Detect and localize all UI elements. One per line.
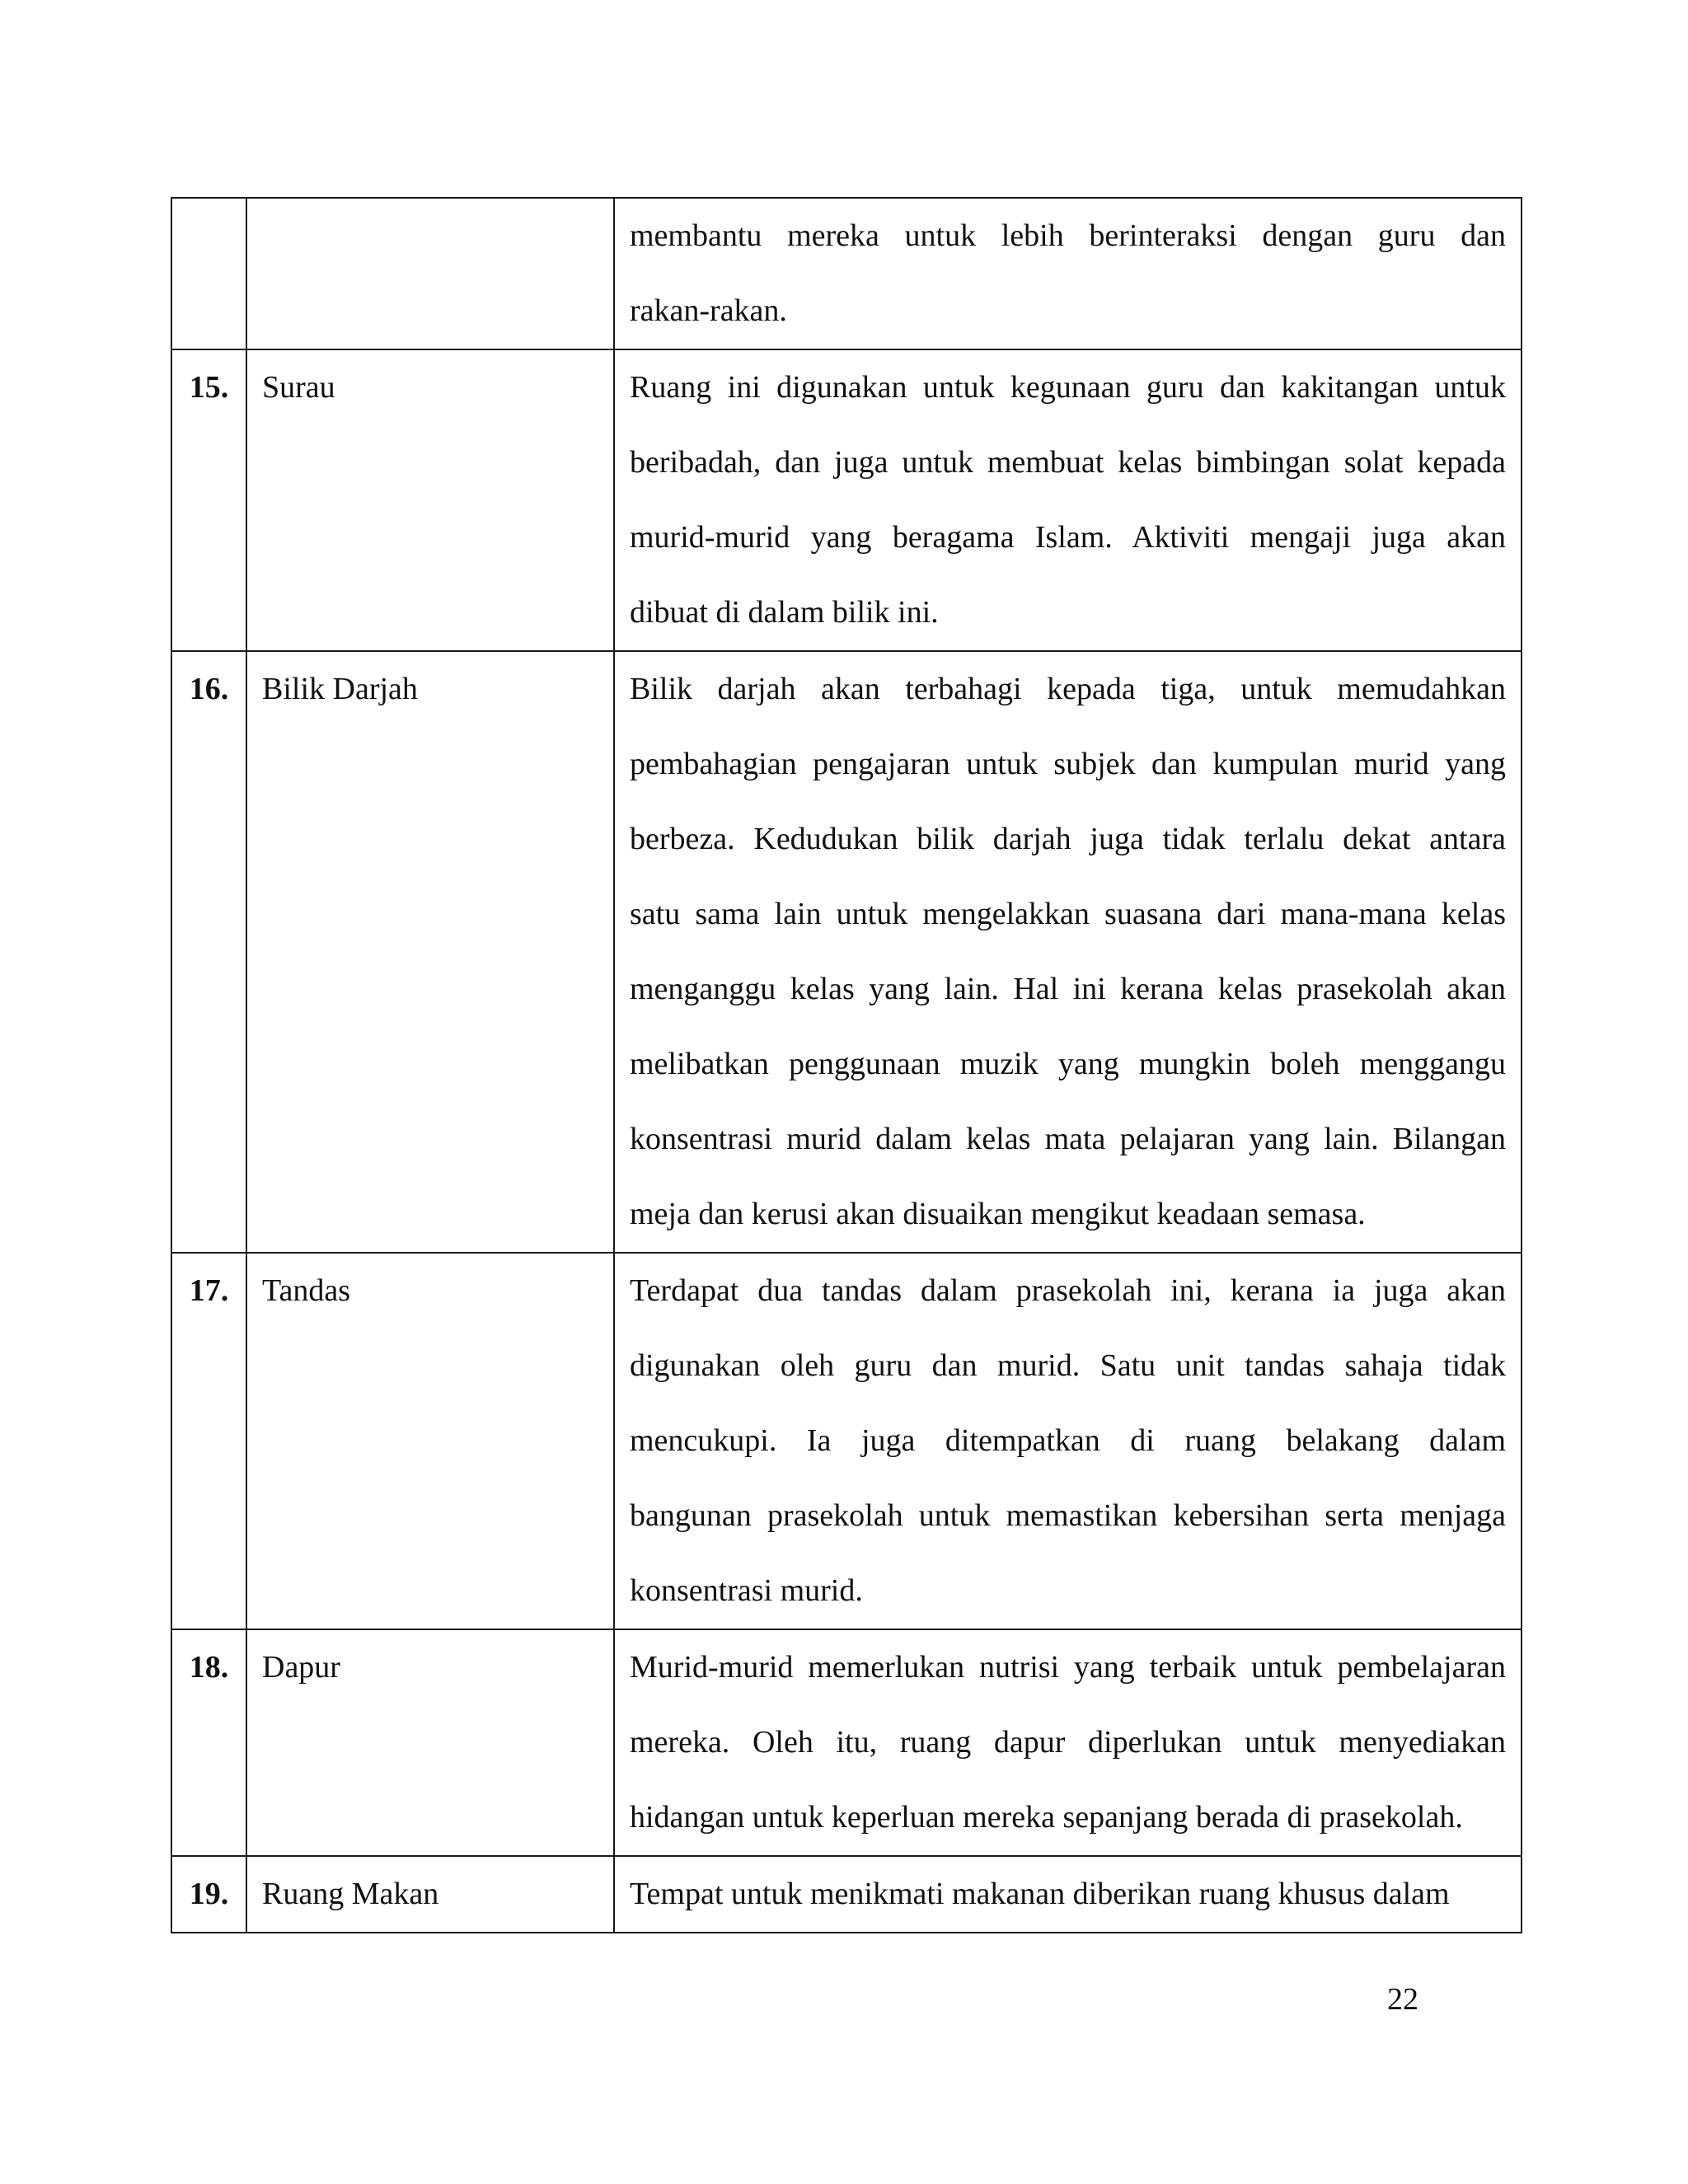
description-line: menganggu kelas yang lain. Hal ini kerana kelas prasekolah akan bbox=[630, 972, 1506, 1006]
room-description bbox=[614, 651, 1522, 1253]
room-name: Tandas bbox=[246, 1253, 614, 1629]
description-line: meja dan kerusi akan disuaikan mengikut keadaan semasa. bbox=[630, 1197, 1366, 1231]
description-line: mencukupi. Ia juga ditempatkan di ruang belakang dalam bbox=[630, 1423, 1506, 1458]
description-line: bangunan prasekolah untuk memastikan kebersihan serta menjaga bbox=[630, 1498, 1506, 1533]
facility-table bbox=[171, 197, 1522, 1933]
description-line: konsentrasi murid dalam kelas mata pelajaran yang lain. Bilangan bbox=[630, 1122, 1506, 1156]
description-line: Tempat untuk menikmati makanan diberikan ruang khusus dalam bbox=[630, 1877, 1450, 1911]
table-row bbox=[171, 1629, 1522, 1856]
table-row bbox=[171, 198, 1522, 349]
row-number: 16. bbox=[171, 651, 246, 1253]
row-number: 18. bbox=[171, 1629, 246, 1856]
page-number: 22 bbox=[1387, 1982, 1418, 2017]
row-number bbox=[171, 198, 246, 349]
description-line: Murid-murid memerlukan nutrisi yang terbaik untuk pembelajaran bbox=[630, 1650, 1506, 1685]
description-line: murid-murid yang beragama Islam. Aktiviti mengaji juga akan bbox=[630, 520, 1506, 555]
table-row bbox=[171, 349, 1522, 651]
row-number: 19. bbox=[171, 1856, 246, 1933]
description-line: rakan-rakan. bbox=[630, 293, 787, 328]
description-line: Terdapat dua tandas dalam prasekolah ini, kerana ia juga akan bbox=[630, 1273, 1506, 1308]
description-line: digunakan oleh guru dan murid. Satu unit tandas sahaja tidak bbox=[630, 1348, 1506, 1383]
room-description bbox=[614, 198, 1522, 349]
row-number: 17. bbox=[171, 1253, 246, 1629]
facility-table-body bbox=[171, 198, 1522, 1933]
room-name: Ruang Makan bbox=[246, 1856, 614, 1933]
description-line: beribadah, dan juga untuk membuat kelas bimbingan solat kepada bbox=[630, 445, 1506, 480]
description-line: berbeza. Kedudukan bilik darjah juga tidak terlalu dekat antara bbox=[630, 822, 1506, 856]
description-line: konsentrasi murid. bbox=[630, 1573, 863, 1608]
room-description bbox=[614, 1856, 1522, 1933]
description-line: melibatkan penggunaan muzik yang mungkin boleh menggangu bbox=[630, 1047, 1506, 1081]
description-line: Ruang ini digunakan untuk kegunaan guru dan kakitangan untuk bbox=[630, 370, 1506, 405]
table-row bbox=[171, 651, 1522, 1253]
description-line: satu sama lain untuk mengelakkan suasana dari mana-mana kelas bbox=[630, 897, 1506, 931]
room-name: Bilik Darjah bbox=[246, 651, 614, 1253]
description-line: membantu mereka untuk lebih berinteraksi dengan guru dan bbox=[630, 218, 1506, 253]
description-line: mereka. Oleh itu, ruang dapur diperlukan untuk menyediakan bbox=[630, 1725, 1506, 1760]
description-line: Bilik darjah akan terbahagi kepada tiga, untuk memudahkan bbox=[630, 672, 1506, 706]
table-row bbox=[171, 1856, 1522, 1933]
description-line: hidangan untuk keperluan mereka sepanjang berada di prasekolah. bbox=[630, 1800, 1463, 1835]
row-number: 15. bbox=[171, 349, 246, 651]
room-description bbox=[614, 1629, 1522, 1856]
room-description bbox=[614, 1253, 1522, 1629]
room-description bbox=[614, 349, 1522, 651]
room-name: Dapur bbox=[246, 1629, 614, 1856]
room-name: Surau bbox=[246, 349, 614, 651]
table-row bbox=[171, 1253, 1522, 1629]
room-name bbox=[246, 198, 614, 349]
description-line: pembahagian pengajaran untuk subjek dan kumpulan murid yang bbox=[630, 747, 1506, 781]
description-line: dibuat di dalam bilik ini. bbox=[630, 595, 939, 630]
